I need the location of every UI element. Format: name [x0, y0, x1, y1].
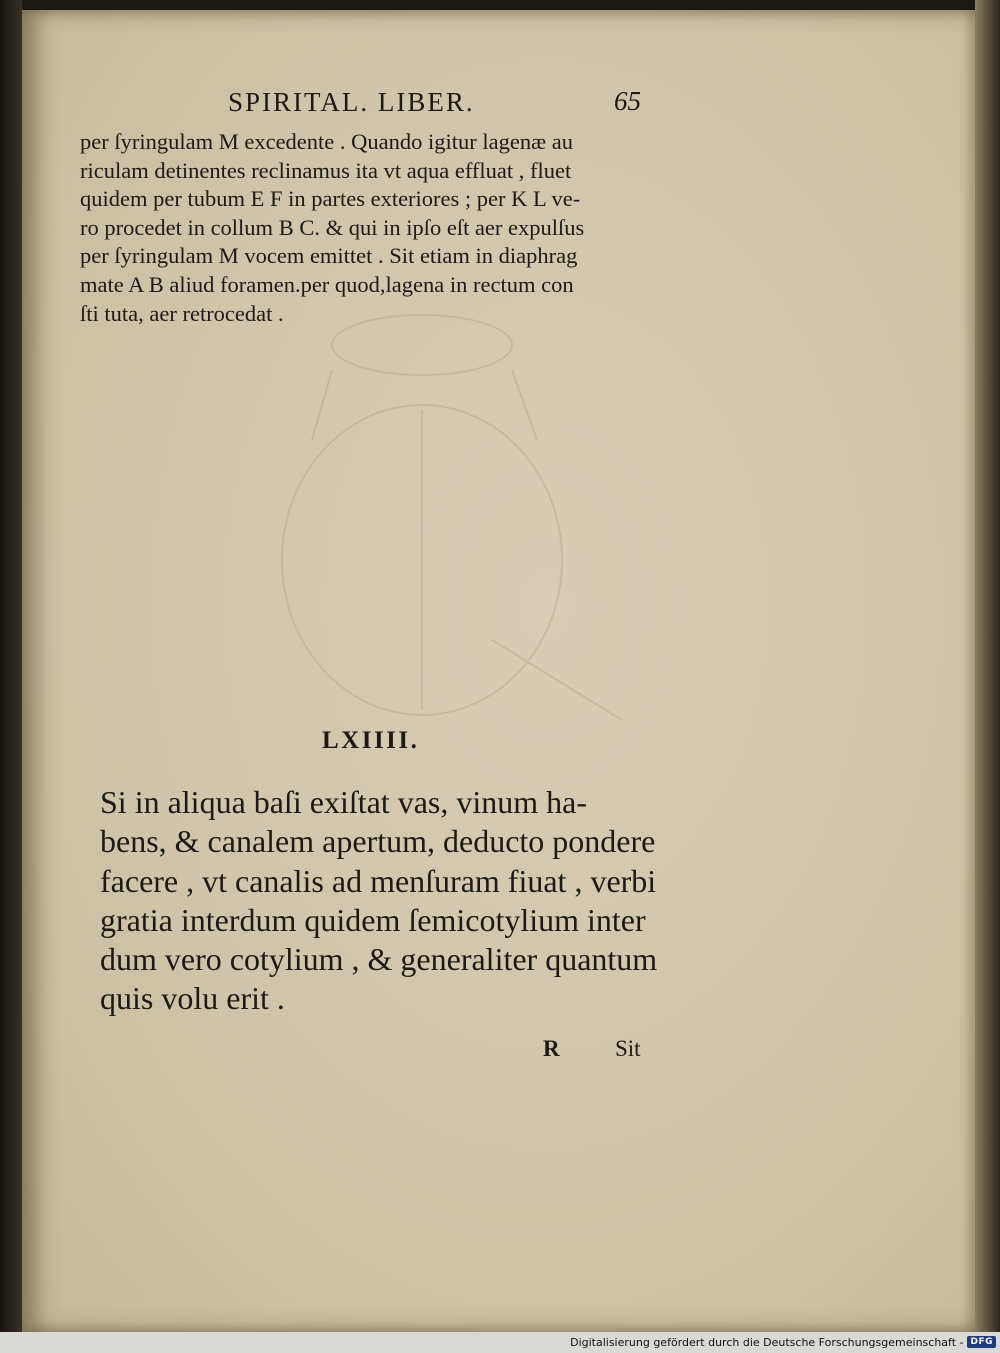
signature-mark: R: [543, 1036, 560, 1061]
proposition-line: quis volu erit .: [100, 980, 285, 1017]
proposition-line: bens, & canalem apertum, deducto pondere: [100, 823, 656, 860]
running-title: SPIRITAL. LIBER.: [228, 87, 475, 117]
prose-line: riculam detinentes reclinamus ita vt aqua effluat , fluet: [80, 157, 572, 183]
dfg-logo: DFG: [967, 1336, 996, 1348]
prose-paragraph: [80, 128, 584, 328]
proposition-line: Si in aliqua baſi exiſtat vas, vinum ha-: [100, 784, 588, 820]
prose-line: per ſyringulam M vocem emittet . Sit etiam in diaphrag: [80, 243, 578, 269]
proposition-line: dum vero cotylium , & generaliter quantum: [100, 941, 658, 978]
prose-line: ſti tuta, aer retrocedat .: [80, 300, 284, 326]
credit-text: Digitalisierung gefördert durch die Deutsche Forschungsgemeinschaft -: [570, 1335, 964, 1349]
prose-line: ro procedet in collum B C. & qui in ipſo eſt aer expulſus: [80, 214, 585, 240]
book-gutter-shadow: [0, 0, 22, 1332]
proposition-line: gratia interdum quidem ſemicotylium inter: [100, 901, 646, 938]
page-fore-edge: [975, 0, 1000, 1332]
show-through-figure: [252, 310, 652, 750]
section-heading: LXIIII.: [322, 727, 420, 754]
catchword: Sit: [615, 1036, 641, 1061]
page-number: 65: [614, 86, 641, 116]
proposition-paragraph: [100, 783, 657, 1019]
prose-line: mate A B aliud foramen.per quod,lagena in rectum con: [80, 271, 574, 297]
prose-line: quidem per tubum E F in partes exteriores ; per K L ve-: [80, 186, 581, 212]
proposition-line: facere , vt canalis ad menſuram fiuat , verbi: [100, 862, 657, 899]
digitization-credit: [570, 1334, 996, 1350]
prose-line: per ſyringulam M excedente . Quando igitur lagenæ au: [80, 129, 573, 154]
